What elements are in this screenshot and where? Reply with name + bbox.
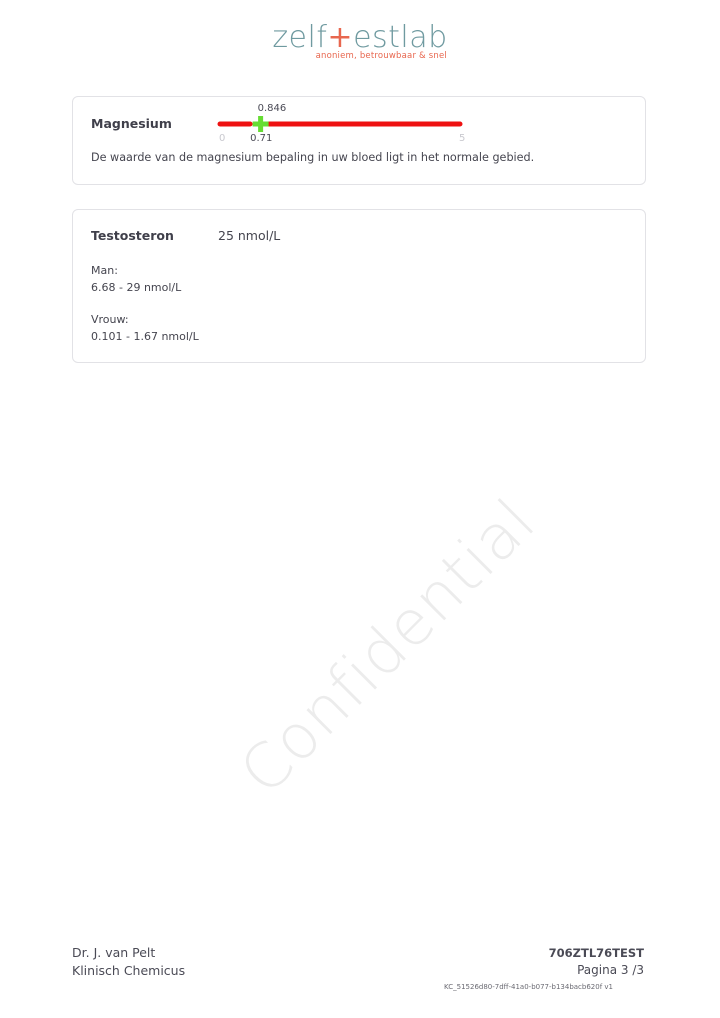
reference-vrouw-label: Vrouw: xyxy=(91,313,129,326)
gauge-reference-label: 0.71 xyxy=(250,133,273,144)
document-id: KC_51526d80-7dff-41a0-b077-b134bacb620f v1 xyxy=(444,983,613,991)
logo-text-start: zelf xyxy=(272,20,328,55)
reference-vrouw xyxy=(91,311,199,345)
gauge-value-marker xyxy=(253,116,269,132)
result-card-testosteron xyxy=(72,209,646,363)
confidential-watermark: Confidential xyxy=(225,484,550,809)
reference-vrouw-range: 0.101 - 1.67 nmol/L xyxy=(91,330,199,343)
page-number: Pagina 3 /3 xyxy=(577,963,644,977)
result-description: De waarde van de magnesium bepaling in uw bloed ligt in het normale gebied. xyxy=(91,151,535,164)
doctor-role: Klinisch Chemicus xyxy=(72,963,186,978)
test-name: Magnesium xyxy=(91,116,172,131)
logo-text-end: estlab xyxy=(353,20,448,55)
result-card-magnesium xyxy=(72,96,646,185)
test-value: 25 nmol/L xyxy=(218,228,281,243)
doctor-name: Dr. J. van Pelt xyxy=(72,945,156,960)
reference-code: 706ZTL76TEST xyxy=(548,946,644,960)
test-name: Testosteron xyxy=(91,228,174,243)
logo-tagline: anoniem, betrouwbaar & snel xyxy=(315,51,447,61)
logo-plus-icon: + xyxy=(327,20,354,55)
signature-block xyxy=(72,944,185,980)
reference-man xyxy=(91,262,181,296)
gauge-value-label: 0.846 xyxy=(257,103,287,114)
gauge-max-label: 5 xyxy=(459,133,466,144)
reference-man-range: 6.68 - 29 nmol/L xyxy=(91,281,182,294)
reference-man-label: Man: xyxy=(91,264,118,277)
gauge-min-label: 0 xyxy=(219,133,226,144)
page-info xyxy=(549,946,644,977)
range-gauge xyxy=(218,103,468,147)
